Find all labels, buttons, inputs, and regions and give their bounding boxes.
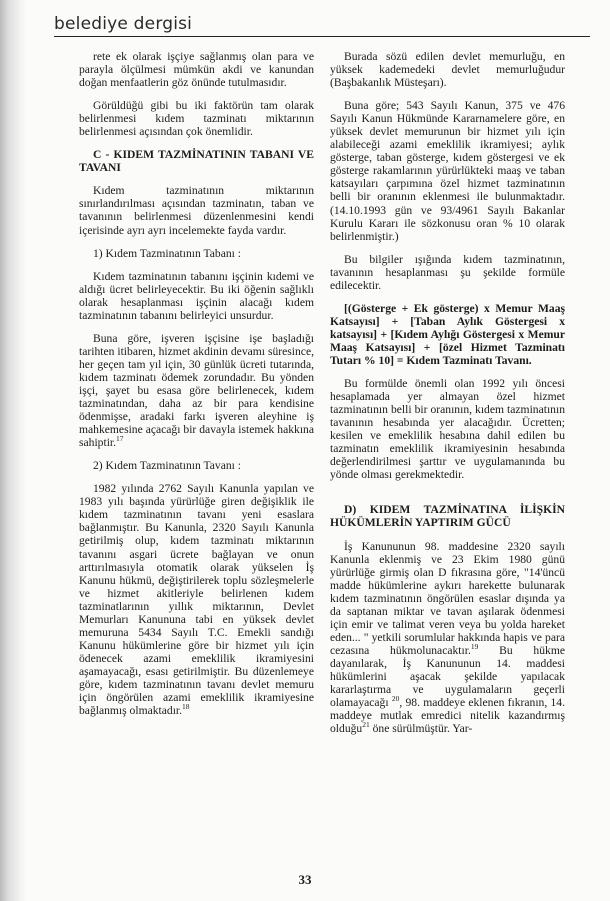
footnote-ref: 20 xyxy=(391,694,400,704)
paragraph: Görüldüğü gibi bu iki faktörün tam olarak belirlenmesi kıdem tazminatı miktarının belirlenmesi açısından çok önemlidir. xyxy=(79,99,314,139)
paragraph: Bu formülde önemli olan 1992 yılı öncesi hesaplamada yer almayan özel hizmet tazminatının belli bir oranının, kıdem tazminatının tavanının hesabında yer alacağıdır. Ücretten; kesilen ve emeklilik hesabına dahil edilen bu tazminatın emeklilik ikramiyesinin hesabında değerlendirilmesi şarttır ve uygulamanında bu yönde olması gerekmektedir. xyxy=(330,377,565,482)
paragraph: Burada sözü edilen devlet memurluğu, en yüksek kademedeki devlet memurluğudur (Başbakanlık Müsteşarı). xyxy=(330,50,565,90)
formula: [(Gösterge + Ek gösterge) x Memur Maaş Katsayısı] + [Taban Aylık Göstergesi x katsayısı] + [Kıdem Aylığı Göstergesi x Memur Maaş Katsayısı] + [özel Hizmet Tazminatı Tutarı % 10] = Kıdem Tazminatı Tavanı. xyxy=(330,301,565,367)
journal-header: belediye dergisi xyxy=(54,14,193,34)
paragraph xyxy=(330,540,565,736)
paragraph-text: İş Kanununun 98. maddesine 2320 sayılı Kanunla eklenmiş ve 23 Ekim 1980 günü yürürlüğe girmiş olan D fıkrasına göre, "14'üncü madde hükümlerine aykırı harekette bulunarak kıdem tazminatının öngörülen esaslar dışında ya da saptanan miktar ve tavan aşılarak ödenmesi için emir ve talimat veren veya bu yolda hareket eden... " yetkili sorumlular hakkında hapis ve para cezasına hükmolunacaktır. xyxy=(330,539,565,657)
paragraph: rete ek olarak işçiye sağlanmış olan para ve parayla ölçülmesi mümkün akdi ve kanundan doğan menfaatlerin göz önünde tutulmasıdır. xyxy=(79,50,314,90)
paragraph-text: , 98. maddeye eklenen fıkranın, 14. maddeye mutlak emredici nitelik kazandırmış olduğu xyxy=(330,696,565,736)
right-column xyxy=(330,50,565,745)
paragraph-text: öne sürülmüştür. Yar- xyxy=(369,722,473,736)
paragraph: Bu bilgiler ışığında kıdem tazminatının, tavanının hesaplanması şu şekilde formüle edilecektir. xyxy=(330,252,565,292)
paragraph-text: Buna göre, işveren işçisine işe başladığı tarihten itibaren, hizmet akdinin devamı süresince, her geçen tam yıl için, 30 günlük ücreti tutarında, kıdem tazminatı ödemek zorundadır. Bu yönden işçi, şayet bu esasa göre belirlenecek, kıdem tazminatından, daha az bir para kendisine ödenmişse, aradaki farkı işveren aleyhine iş mahkemesine açacağı bir davayla istemek hakkına sahiptir. xyxy=(79,331,314,450)
footnote-ref: 18 xyxy=(182,702,190,712)
header-rule xyxy=(54,36,590,37)
subsection-title-tavan: 2) Kıdem Tazminatının Tavanı : xyxy=(93,459,241,473)
footnote-ref: 17 xyxy=(116,434,124,444)
section-heading-c: C - KIDEM TAZMİNATININ TABANI VE TAVANI xyxy=(79,148,314,175)
page-edge-shadow xyxy=(0,0,26,901)
paragraph-text: Bu hükme dayanılarak, İş Kanununun 14. maddesi hükümlerini aşacak şekilde yapılacak kararlaştırma ve uygulamaların geçerli olamayacağı xyxy=(330,643,565,710)
footnote-ref: 21 xyxy=(362,720,370,730)
subsection-title-taban: 1) Kıdem Tazminatının Tabanı : xyxy=(93,246,241,260)
paragraph: Kıdem tazminatının tabanını işçinin kıdemi ve aldığı ücret belirleyecektir. Bu iki öğenin sağlıklı olarak hesaplanması işçinin alacağı kıdem tazminatının tabanını belirleyici unsurdur. xyxy=(79,269,314,322)
paragraph: Buna göre; 543 Sayılı Kanun, 375 ve 476 Sayılı Kanun Hükmünde Kararnamelere göre, en yüksek devlet memurunun bir hizmet yılı için alabileceği azami emeklilik ikramiyesi; aylık gösterge, taban gösterge, kıdem göstergesi ve ek gösterge rakamlarının yürürlükteki maaş ve taban katsayıları çarpımına özel hizmet tazminatının belli bir oranının eklenmesi ile bulunmaktadır. (14.10.1993 gün ve 93/4961 Sayılı Bakanlar Kurulu Kararı ile sözkonusu oran % 10 olarak belirlenmiştir.) xyxy=(330,99,565,243)
page-number: 33 xyxy=(298,872,312,887)
left-column xyxy=(79,50,314,727)
paragraph-text: 1982 yılında 2762 Sayılı Kanunla yapılan ve 1983 yılı başında yürürlüğe giren değişiklik ile kıdem tazminatının tavanı yeni esaslara bağlanmıştır. Bu Kanunla, 2320 Sayılı Kanunla getirilmiş olup, kıdem tazminatı miktarının tavanını asgari ücrete bağlayan ve onun arttırılmasıyla otomatik olarak yükselen İş Kanunu hükmü, değiştirilerek toplu sözleşmelerle ve hizmet akitleriyle belirlenen kıdem tazminatlarının yıllık miktarının, Devlet Memurları Kanununa tabi en yüksek devlet memuruna 5434 Sayılı T.C. Emekli sandığı Kanunu hükümlerine göre bir hizmet yılı için ödenecek azami emeklilik ikramiyesini aşamayacağı, esası getirilmiştir. Bu düzenlemeye göre, kıdem tazminatının tavanı devlet memuru için öngörülen azami emeklilik ikramiyesine bağlanmış olmaktadır. xyxy=(79,482,314,718)
paragraph xyxy=(79,332,314,449)
section-heading-d: D) KIDEM TAZMİNATINA İLİŞKİN HÜKÜMLERİN YAPTIRIM GÜCÜ xyxy=(330,503,565,530)
footnote-ref: 19 xyxy=(470,642,479,652)
paragraph xyxy=(79,482,314,717)
paragraph: Kıdem tazminatının miktarının sınırlandırılması açısından tazminatın, taban ve tavanının belirlenmesi düzenlenmesini kendi içerisinde ayrı ayrı incelemekte fayda vardır. xyxy=(79,184,314,237)
